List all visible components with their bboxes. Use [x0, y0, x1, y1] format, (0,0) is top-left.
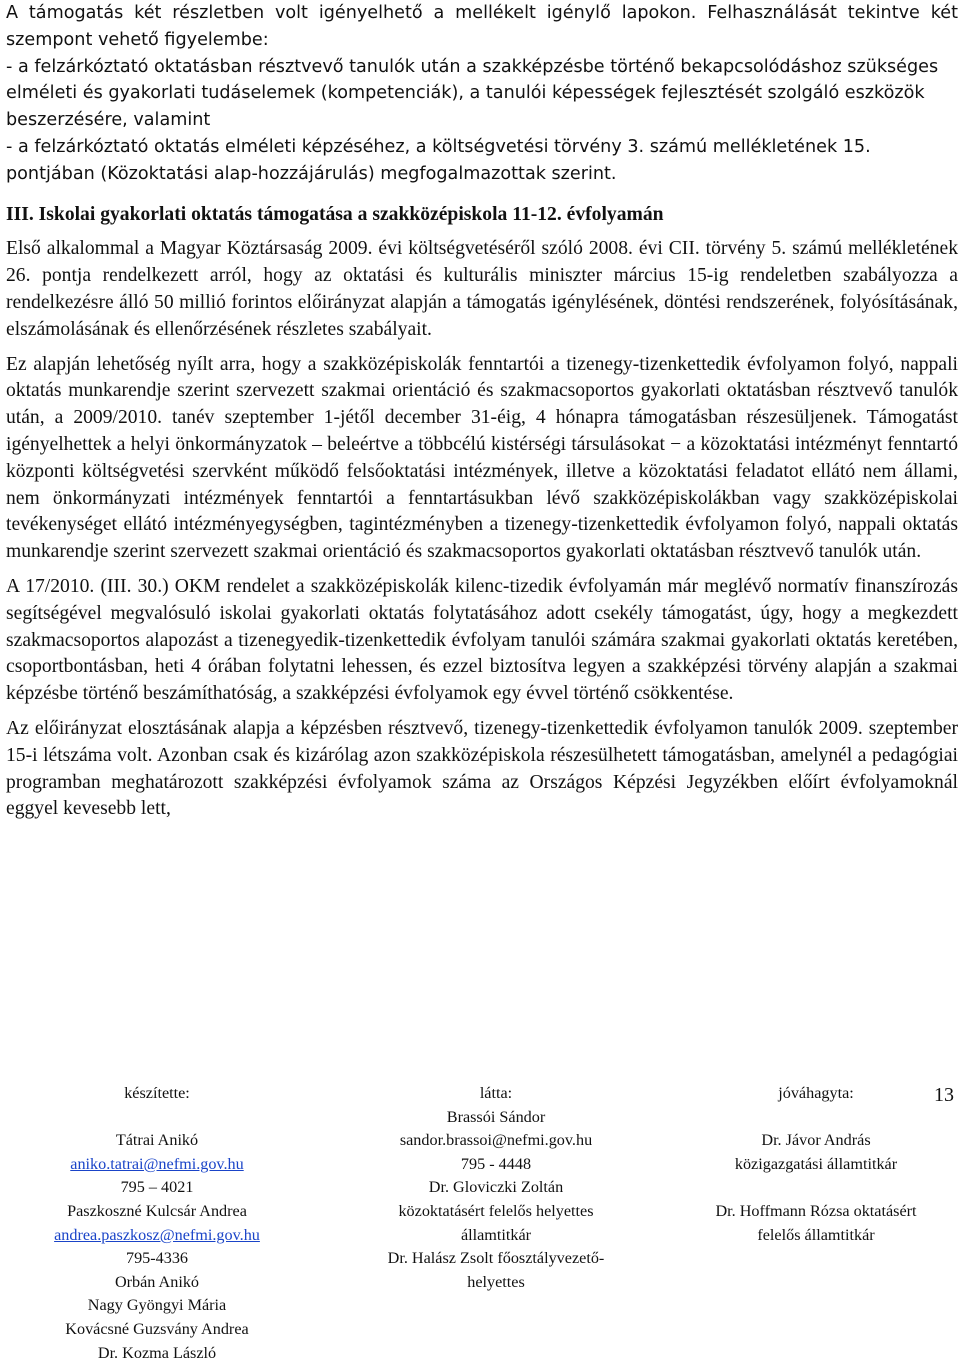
approved-by-label: jóváhagyta: — [778, 1084, 854, 1102]
section-paragraph-2: Ez alapján lehetőség nyílt arra, hogy a szakközépiskolák fenntartói a tizenegy-tizenkettedik évfolyamon folyó, nappali oktatás munkarendje szerint szervezett szakmai orientáció és szakmacsoportos gyakorlati oktatásban résztvevő tanulók után, a 2009/2010. tanév szeptember 1-jétől december 31-éig, 4 hónapra támogatásban részesüljenek. Támogatást igényelhettek a helyi önkormányzatok – beleértve a többcélú kistérségi társulásokat − a közoktatási intézményt fenntartó központi költségvetési szervként működő felsőoktatási intézmények, illetve a közoktatási feladatot ellátó nem állami, nem önkormányzati intézmények fenntartói a fenntartásukban lévő szakközépiskolákban vagy szakközépiskolai tevékenységet ellátó intézményegységben, tagintézményben a tizenegy-tizenkettedik évfolyamon folyó, nappali oktatás munkarendje szerint szervezett szakmai orientáció és szakmacsoportos gyakorlati oktatásban résztvevő tanulók után. — [6, 353, 958, 563]
approved-role-2: felelős államtitkár — [757, 1225, 875, 1244]
email-link-paszkosz[interactable]: andrea.paszkosz@nefmi.gov.hu — [54, 1225, 260, 1244]
intro-bullet-2: - a felzárkóztató oktatás elméleti képzéséhez, a költségvetési törvény 3. számú mellékletének 15. pontjában (Közoktatási alap-hozzájárulás) megfogalmazottak szerint. — [6, 136, 871, 184]
seen-by-column — [360, 1082, 632, 1294]
seen-by-label: látta: — [479, 1084, 513, 1102]
seen-email-1: sandor.brassoi@nefmi.gov.hu — [399, 1131, 593, 1150]
prepared-name-1: Tátrai Anikó — [115, 1131, 199, 1150]
seen-name-2: Dr. Gloviczki Zoltán — [428, 1178, 564, 1197]
seen-name-3: Dr. Halász Zsolt főosztályvezető- — [387, 1249, 605, 1268]
section-paragraph-4: Az előirányzat elosztásának alapja a képzésben résztvevő, tizenegy-tizenkettedik évfolyamon tanulók 2009. szeptember 15-i létszáma volt. Azonban csak és kizárólag azon szakközépiskola részesülhetett támogatásban, amelynél a pedagógiai programban meghatározott szakképzési évfolyamok száma az Országos Képzési Jegyzékben előírt évfolyamoknál eggyel kevesebb lett, — [6, 717, 958, 820]
seen-role-2a: közoktatásért felelős helyettes — [398, 1201, 594, 1220]
prepared-name-6: Dr. Kozma László — [97, 1343, 217, 1362]
prepared-name-2: Paszkoszné Kulcsár Andrea — [67, 1201, 247, 1220]
seen-role-2b: államtitkár — [460, 1225, 532, 1244]
prepared-by-label: készítette: — [124, 1084, 190, 1102]
approved-by-column — [696, 1082, 936, 1247]
section-heading: III. Iskolai gyakorlati oktatás támogatása a szakközépiskola 11-12. évfolyamán — [6, 203, 664, 225]
seen-phone-1: 795 - 4448 — [460, 1154, 532, 1173]
prepared-name-5: Kovácsné Guzsvány Andrea — [65, 1319, 249, 1338]
prepared-by-column — [18, 1082, 296, 1365]
body-text — [6, 0, 958, 823]
approved-name-2: Dr. Hoffmann Rózsa oktatásért — [715, 1201, 917, 1220]
intro-bullet-1: - a felzárkóztató oktatásban résztvevő tanulók után a szakképzésbe történő bekapcsolódáshoz szükséges elméleti és gyakorlati tudáselemek (kompetenciák), a tanulói képességek fejlesztését szolgáló eszközök beszerzésére, valamint — [6, 56, 939, 131]
email-link-tatrai[interactable]: aniko.tatrai@nefmi.gov.hu — [70, 1154, 244, 1173]
prepared-name-3: Orbán Anikó — [114, 1272, 200, 1291]
seen-name-1: Brassói Sándor — [446, 1107, 546, 1126]
signature-footer — [0, 1082, 960, 1362]
intro-paragraph-1: A támogatás két részletben volt igényelhető a mellékelt igénylő lapokon. Felhasználását tekintve két szempont vehető figyelembe: — [6, 3, 958, 50]
prepared-name-4: Nagy Gyöngyi Mária — [87, 1296, 227, 1315]
prepared-phone-2: 795-4336 — [125, 1249, 189, 1268]
prepared-phone-1: 795 – 4021 — [120, 1178, 194, 1197]
section-paragraph-3: A 17/2010. (III. 30.) OKM rendelet a szakközépiskolák kilenc-tizedik évfolyamán már meglévő normatív finanszírozás segítségével megvalósuló iskolai gyakorlati oktatás folytatásához adott csekély támogatást, úgy, hogy a megkezdett szakmacsoportos alapozást a tizenegyedik-tizenkettedik évfolyam tanulói számára szakmai gyakorlati oktatás keretében, csoportbontásban, heti 4 órában folytatni lehessen, és ezzel biztosítva legyen a szakképzési törvény alapján a szakmai képzésbe történő beszámíthatóság, a szakképzési évfolyamok egy évvel történő csökkentése. — [6, 575, 958, 705]
page-number: 13 — [934, 1084, 954, 1106]
section-paragraph-1: Első alkalommal a Magyar Köztársaság 2009. évi költségvetéséről szóló 2008. évi CII. törvény 5. számú mellékletének 26. pontja rendelkezett arról, hogy az oktatási és kulturális miniszter március 15-ig rendeletben szabályozza a rendelkezésre álló 50 millió forintos előirányzat alapján a támogatás igénylésének, döntési rendszerének, folyósításának, elszámolásának és ellenőrzésének részletes szabályait. — [6, 238, 958, 340]
seen-role-3: helyettes — [467, 1272, 525, 1291]
approved-name-1: Dr. Jávor András — [761, 1131, 871, 1150]
approved-role-1: közigazgatási államtitkár — [734, 1154, 898, 1173]
